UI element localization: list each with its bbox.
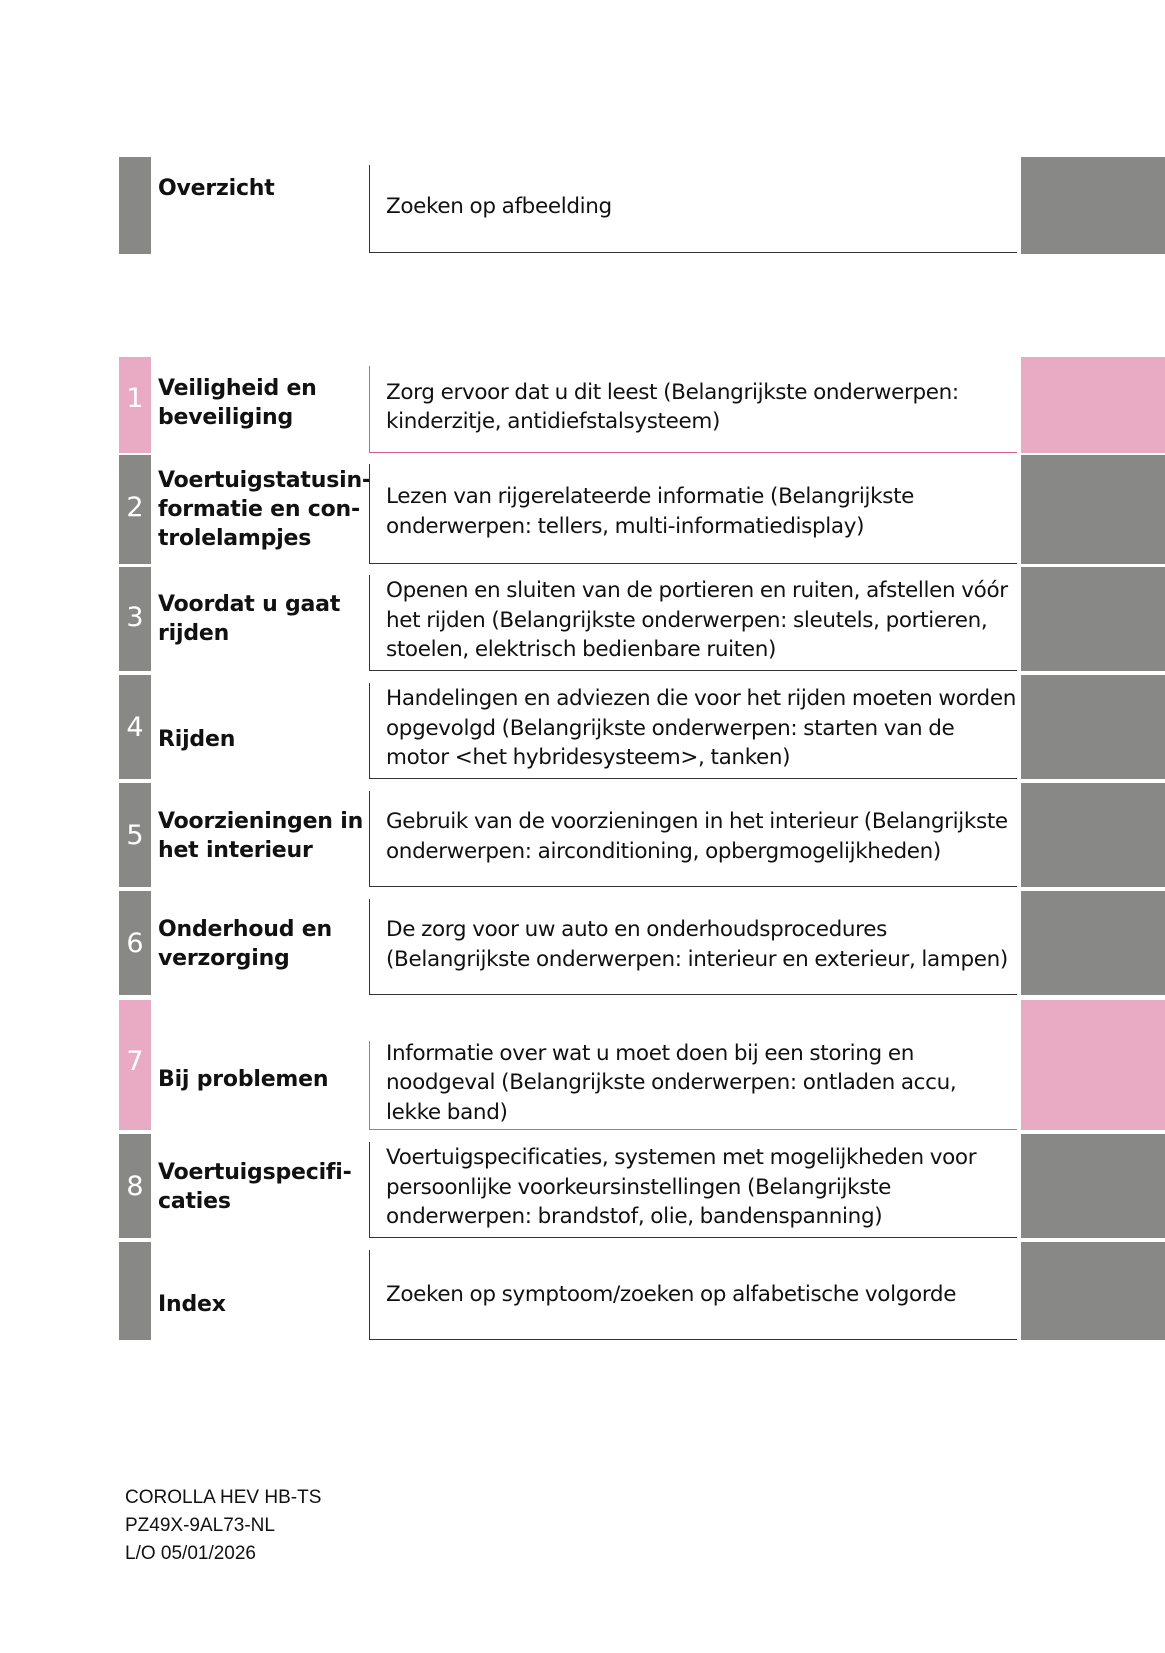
section-right-tab[interactable] [1021,783,1165,887]
section-row-6[interactable] [0,891,1165,995]
section-title: Onderhoud en verzorging [158,917,332,971]
index-row[interactable] [0,1242,1165,1340]
section-right-tab[interactable] [1021,455,1165,564]
section-number: 1 [126,383,144,414]
section-left-tab [119,1134,151,1238]
overview-description: Zoeken op afbeelding [386,193,612,219]
section-description: Zorg ervoor dat u dit leest (Belangrijkste onderwerpen: kinderzitje, antidiefstalsysteem) [386,379,959,434]
section-title: Voertuigspecifi- caties [158,1160,352,1214]
section-row-7[interactable] [0,1000,1165,1130]
section-number: 5 [126,820,144,851]
overview-row[interactable] [0,157,1165,254]
section-row-3[interactable] [0,567,1165,671]
document-footer [125,1484,321,1568]
section-description-box [369,575,1017,671]
overview-right-tab[interactable] [1021,157,1165,254]
section-row-2[interactable] [0,455,1165,564]
section-left-tab [119,567,151,671]
index-title: Index [158,1291,226,1317]
section-number: 7 [126,1046,144,1077]
overview-title: Overzicht [158,175,275,201]
section-left-tab [119,1000,151,1130]
section-right-tab[interactable] [1021,357,1165,453]
footer-date: L/O 05/01/2026 [125,1543,256,1564]
section-description: Informatie over wat u moet doen bij een storing en noodgeval (Belangrijkste onderwerpen: ontladen accu, lekke band) [386,1040,957,1125]
section-row-5[interactable] [0,783,1165,887]
section-left-tab [119,455,151,564]
section-title: Rijden [158,726,236,752]
section-description: Voertuigspecificaties, systemen met mogelijkheden voor persoonlijke voorkeursinstellingen (Belangrijkste onderwerpen: brandstof, olie, bandenspanning) [386,1145,977,1230]
overview-left-tab [119,157,151,254]
index-description-box [369,1250,1017,1340]
section-number: 4 [126,712,144,743]
section-description-box [369,1142,1017,1238]
section-left-tab [119,783,151,887]
overview-description-box [369,165,1017,253]
section-description: Gebruik van de voorzieningen in het interieur (Belangrijkste onderwerpen: airconditioning, opbergmogelijkheden) [386,809,1008,864]
section-description: Openen en sluiten van de portieren en ruiten, afstellen vóór het rijden (Belangrijkste onderwerpen: sleutels, portieren, stoelen, elektrisch bedienbare ruiten) [386,578,1008,663]
section-title: Voorzieningen in het interieur [158,809,364,863]
index-left-tab [119,1242,151,1340]
section-description-box [369,899,1017,995]
section-description-box [369,791,1017,887]
section-right-tab[interactable] [1021,891,1165,995]
section-description-box [369,1041,1017,1130]
section-right-tab[interactable] [1021,675,1165,779]
section-right-tab[interactable] [1021,1000,1165,1130]
section-row-1[interactable] [0,357,1165,453]
section-row-8[interactable] [0,1134,1165,1238]
section-title: Voertuigstatusin- formatie en con- trolelampjes [158,468,371,551]
section-row-4[interactable] [0,675,1165,779]
section-description-box [369,366,1017,453]
section-description: De zorg voor uw auto en onderhoudsprocedures (Belangrijkste onderwerpen: interieur en exterieur, lampen) [386,917,1008,972]
section-left-tab [119,357,151,453]
section-number: 2 [126,492,144,523]
section-right-tab[interactable] [1021,1134,1165,1238]
section-title: Voordat u gaat rijden [158,592,341,646]
section-title: Bij problemen [158,1066,329,1092]
section-left-tab [119,675,151,779]
section-description-box [369,683,1017,779]
index-right-tab[interactable] [1021,1242,1165,1340]
section-right-tab[interactable] [1021,567,1165,671]
section-number: 3 [126,602,144,633]
section-title: Veiligheid en beveiliging [158,376,317,430]
section-description-box [369,464,1017,564]
section-left-tab [119,891,151,995]
section-number: 6 [126,928,144,959]
footer-code: PZ49X-9AL73-NL [125,1515,275,1536]
section-number: 8 [126,1171,144,1202]
footer-model: COROLLA HEV HB-TS [125,1487,322,1508]
section-description: Lezen van rijgerelateerde informatie (Belangrijkste onderwerpen: tellers, multi-informatiedisplay) [386,484,915,539]
index-description: Zoeken op symptoom/zoeken op alfabetische volgorde [386,1281,957,1307]
section-description: Handelingen en adviezen die voor het rijden moeten worden opgevolgd (Belangrijkste onderwerpen: starten van de motor <het hybridesysteem>, tanken) [386,686,1016,771]
